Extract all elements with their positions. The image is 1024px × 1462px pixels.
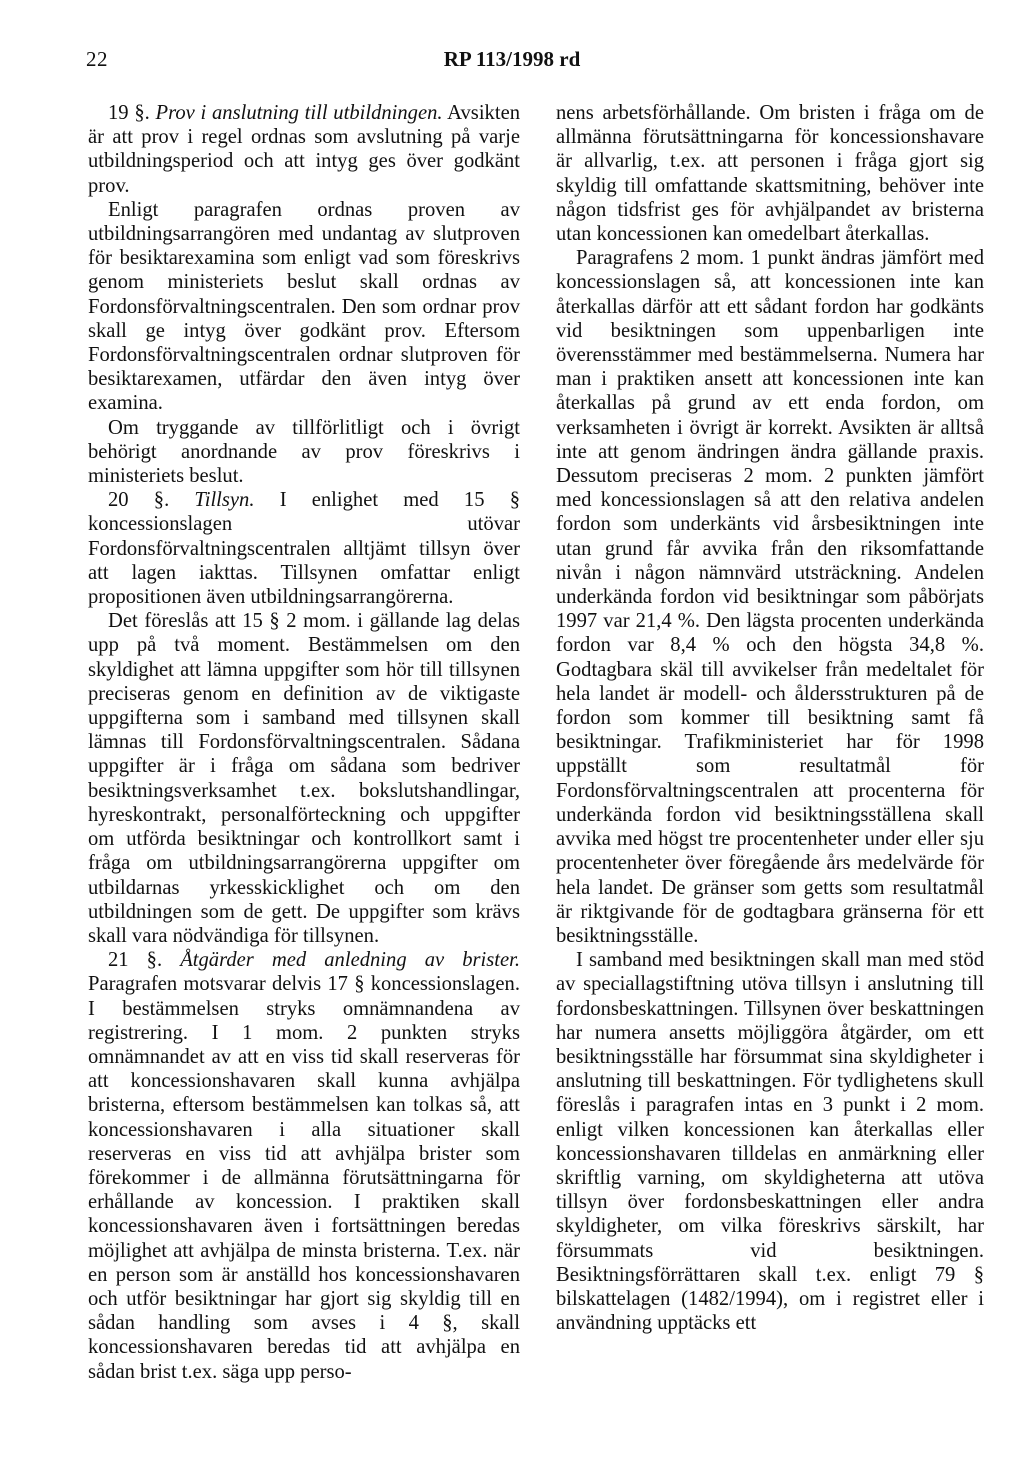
section-21-heading: Åtgärder med anledning av brister. bbox=[180, 949, 521, 972]
section-20-text: I enlighet med 15 § koncessionslagen utövar Fordonsförvaltningscentralen alltjämt tillsyn över att lagen iakttas. Tillsynen omfattar enligt propositionen även utbildningsarrangörerna. bbox=[88, 489, 520, 609]
right-column bbox=[556, 101, 984, 1335]
page-number: 22 bbox=[86, 47, 108, 71]
section-19-number: 19 §. bbox=[108, 102, 150, 124]
section-20-heading: Tillsyn. bbox=[194, 489, 255, 512]
body-paragraph: Det föreslås att 15 § 2 mom. i gällande lag delas upp på två moment. Bestämmelsen om den skyldighet att lämna uppgifter som hör till tillsynen preciseras genom en definition av de viktigaste uppgifterna som i samband med tillsynen skall lämnas till Fordonsförvaltningscentralen. Sådana uppgifter är i fråga om sådana som bedriver besiktningsverksamhet t.ex. bokslutshandlingar, hyreskontrakt, personalförteckning och uppgifter om utförda besiktningar och kontrollkort samt i fråga om utbildningsarrangörerna uppgifter om utbildarnas yrkesskicklighet och om den utbildningen som de gett. De uppgifter som krävs skall vara nödvändiga för tillsynen. bbox=[88, 610, 520, 947]
section-19-heading: Prov i anslutning till utbildningen. bbox=[155, 102, 443, 124]
section-21-number: 21 §. bbox=[108, 949, 163, 972]
body-paragraph: Enligt paragrafen ordnas proven av utbildningsarrangören med undantag av slutproven för besiktarexamina som enligt vad som föreskrivs genom ministeriets beslut skall ordnas av Fordonsförvaltningscentralen. Den som ordnar prov skall ge intyg över godkänt prov. Eftersom Fordonsförvaltningscentralen ordnar slutproven för besiktarexamen, utfärdar den även intyg över examina. bbox=[88, 198, 520, 415]
document-reference: RP 113/1998 rd bbox=[443, 47, 581, 71]
section-21-text: Paragrafen motsvarar delvis 17 § koncessionslagen. I bestämmelsen stryks omnämnandena av registrering. I 1 mom. 2 punkten stryks omnämnandet av att en viss tid skall reserveras för att koncessionshavaren skall kunna avhjälpa bristerna, eftersom bestämmelsen kan tolkas så, att koncessionshavaren i alla situationer skall reserveras en viss tid att avhjälpa brister som förekommer i de allmänna förutsättningarna för erhållande av koncession. I praktiken skall koncessionshavaren även i fortsättningen beredas möjlighet att avhjälpa de minsta bristerna. T.ex. när en person som är anställd hos koncessionshavaren och utför besiktningar har gjort sig skyldig till en sådan handling som avses i 4 §, skall koncessionshavaren beredas tid att avhjälpa en sådan brist t.ex. säga upp perso- bbox=[88, 973, 520, 1383]
body-paragraph: Paragrafens 2 mom. 1 punkt ändras jämfört med koncessionslagen så, att koncessionen inte kan återkallas därför att ett sådant fordon har godkänts vid besiktningen som uppenbarligen inte överensstämmer med bestämmelserna. Numera har man i praktiken ansett att koncessionen inte kan återkallas på grund av ett enda fordon, om verksamheten i övrigt är korrekt. Avsikten är alltså inte att genom ändringen ändra gällande praxis. Dessutom preciseras 2 mom. 2 punkten jämfört med koncessionslagen så att den relativa andelen fordon som underkänts vid årsbesiktningen inte utan grund får avvika från den riksomfattande nivån i någon nämnvärd utsträckning. Andelen underkända fordon vid besiktningar som påbörjats 1997 var 21,4 %. Den lägsta procenten underkända fordon var 8,4 % och den högsta 34,8 %. Godtagbara skäl till avvikelser från medeltalet för hela landet är modell- och åldersstrukturen på de fordon som kommer till besiktning samt få besiktningar. Trafikministeriet har för 1998 uppställt som resultatmål för Fordonsförvaltningscentralen att procenterna för underkända fordon vid besiktningsställena skall avvika med högst tre procentenheter under eller sju procentenheter över föregående års medelvärde för hela landet. De gränser som getts som resultatmål är riktgivande för de godtagbara gränserna för ett besiktningsställe. bbox=[556, 247, 984, 947]
section-21-paragraph bbox=[88, 948, 520, 1384]
section-20-number: 20 §. bbox=[108, 489, 170, 512]
left-column bbox=[88, 101, 520, 1384]
body-paragraph: Om tryggande av tillförlitligt och i övrigt behörigt anordnande av prov föreskrivs i ministeriets beslut. bbox=[88, 416, 520, 488]
section-20-paragraph bbox=[88, 488, 520, 609]
body-paragraph-continued: nens arbetsförhållande. Om bristen i fråga om de allmänna förutsättningarna för koncessionshavare är allvarlig, t.ex. att personen i fråga gjort sig skyldig till omfattande skattsmitning, behöver inte någon tidsfrist ges för avhjälpandet av bristerna utan koncessionen kan omedelbart återkallas. bbox=[556, 102, 984, 246]
section-19-text: Avsikten är att prov i regel ordnas som avslutning på varje utbildningsperiod och att intyg ges över godkänt prov. bbox=[88, 102, 521, 197]
section-19-paragraph bbox=[88, 101, 520, 198]
body-paragraph: I samband med besiktningen skall man med stöd av speciallagstiftning utöva tillsyn i anslutning till fordonsbeskattningen. Tillsynen över beskattningen har numera ansetts möjliggöra åtgärder, om ett besiktningsställe har försummat sina skyldigheter i anslutning till beskattningen. För tydlighetens skull föreslås i paragrafen intas en 3 punkt i 2 mom. enligt vilken koncessionen kan återkallas eller koncessionshavaren tilldelas en anmärkning eller skriftlig varning, om skyldigheterna att utöva tillsyn över fordonsbeskattningen eller andra skyldigheter, om vilka föreskrivs särskilt, har försummats vid besiktningen. Besiktningsförrättaren skall t.ex. enligt 79 § bilskattelagen (1482/1994), om i registret eller i användning upptäcks ett bbox=[556, 949, 984, 1335]
